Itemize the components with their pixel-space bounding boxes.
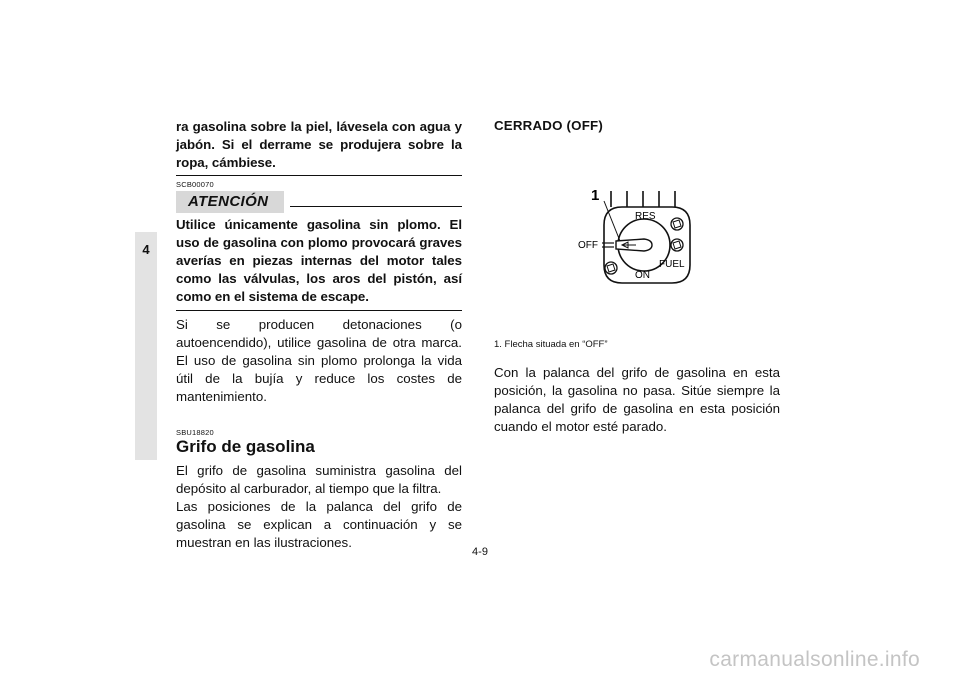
label-on: ON bbox=[635, 270, 650, 281]
chapter-number: 4 bbox=[142, 242, 150, 257]
caution-header-rule bbox=[290, 206, 462, 207]
left-column bbox=[176, 118, 462, 552]
paragraph-off-position: Con la palanca del grifo de gasolina en esta posición, la gasolina no pasa. Sitúe siempre la palanca del grifo de gasolina en esta posición cuando el motor esté parado. bbox=[494, 365, 780, 434]
warning-tail-text: ra gasolina sobre la piel, lávesela con agua y jabón. Si el derrame se produjera sobre la ropa, cámbiese. bbox=[176, 119, 462, 170]
fuel-cock-illustration bbox=[494, 133, 780, 303]
position-subheading: CERRADO (OFF) bbox=[494, 118, 603, 133]
caution-header bbox=[176, 190, 462, 214]
chapter-tab bbox=[135, 232, 157, 460]
watermark: carmanualsonline.info bbox=[709, 648, 920, 671]
label-fuel: FUEL bbox=[659, 259, 685, 270]
screw-icon bbox=[671, 239, 683, 251]
caution-end-rule bbox=[176, 310, 462, 311]
screw-icon bbox=[671, 218, 683, 230]
callout-number: 1 bbox=[591, 187, 600, 204]
screw-icon bbox=[605, 262, 617, 274]
page-number: 4-9 bbox=[472, 546, 488, 558]
label-res: RES bbox=[635, 211, 656, 222]
section-title: Grifo de gasolina bbox=[176, 437, 315, 456]
paragraph-lever-positions: Las posiciones de la palanca del grifo de gasolina se explican a continuación y se muestran en las ilustraciones. bbox=[176, 499, 462, 550]
label-off: OFF bbox=[578, 240, 598, 251]
warning-end-rule bbox=[176, 175, 462, 176]
figure-caption: 1. Flecha situada en “OFF” bbox=[494, 339, 608, 350]
section-code: SBU18820 bbox=[176, 428, 214, 437]
caution-text: Utilice únicamente gasolina sin plomo. El uso de gasolina con plomo provocará graves averías en piezas internas del motor tales como las válvulas, los aros del pistón, así como en el sistema de escape. bbox=[176, 217, 462, 304]
caution-code: SCB00070 bbox=[176, 180, 214, 189]
paragraph-detonation: Si se producen detonaciones (o autoencendido), utilice gasolina de otra marca. El uso de gasolina sin plomo prolonga la vida útil de la bujía y reduce los costes de mantenimiento. bbox=[176, 317, 462, 404]
paragraph-fuel-cock-intro: El grifo de gasolina suministra gasolina del depósito al carburador, al tiempo que la filtra. bbox=[176, 463, 462, 496]
fuel-cock-figure bbox=[494, 133, 780, 303]
caution-label: ATENCIÓN bbox=[176, 191, 284, 213]
fuel-cock-top-ticks bbox=[611, 191, 675, 207]
right-column bbox=[494, 118, 780, 436]
fuel-cock-lever bbox=[616, 239, 652, 251]
